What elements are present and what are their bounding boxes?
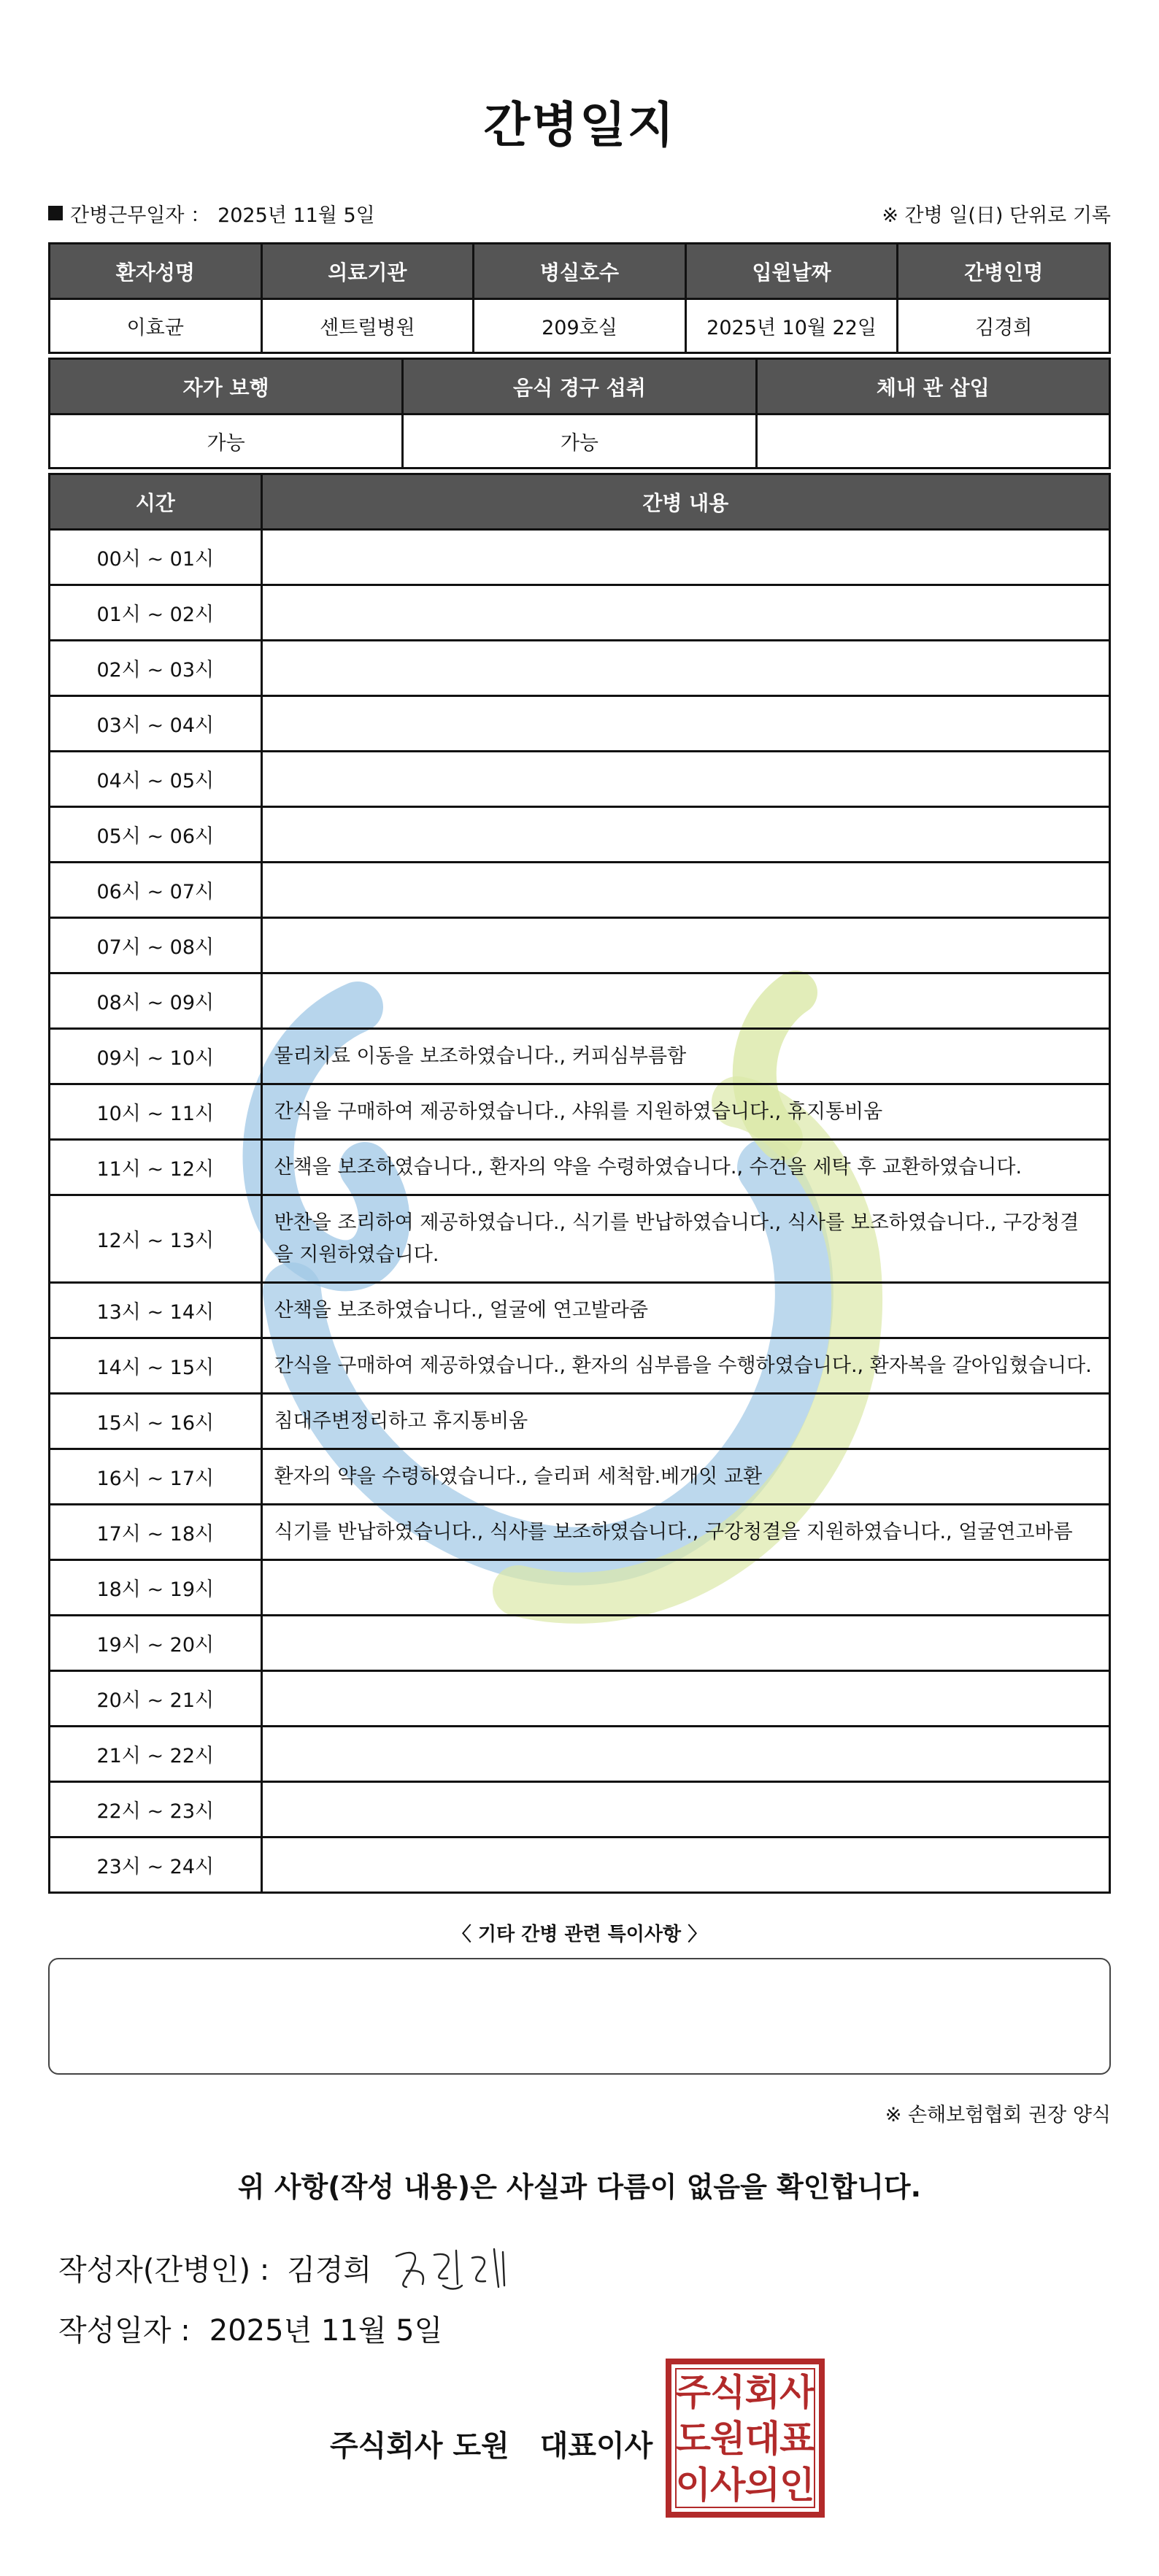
company-role: 대표이사 [539, 2429, 653, 2463]
tube-status [756, 414, 1109, 468]
table-row [50, 696, 1110, 752]
table-row [50, 1394, 1110, 1449]
header-hospital: 의료기관 [261, 244, 474, 299]
seal-character: 원 [710, 2418, 746, 2460]
unit-note: ※ 간병 일(日) 단위로 기록 [882, 204, 1111, 227]
admission-date: 2025년 10월 22일 [685, 299, 898, 353]
care-content [261, 530, 1109, 585]
written-date-line [58, 2307, 442, 2349]
header-walking: 자가 보행 [50, 359, 403, 414]
care-content [261, 696, 1109, 752]
time-slot: 06시 ~ 07시 [50, 863, 262, 918]
seal-character: 식 [710, 2371, 746, 2414]
care-content: 간식을 구매하여 제공하였습니다., 샤워를 지원하였습니다., 휴지통비움 [261, 1084, 1109, 1140]
time-slot: 18시 ~ 19시 [50, 1560, 262, 1616]
care-content [261, 1727, 1109, 1782]
care-log-table [48, 473, 1111, 1894]
care-content [261, 1560, 1109, 1616]
time-slot: 11시 ~ 12시 [50, 1140, 262, 1195]
work-date-label: 간병근무일자 ： [70, 204, 211, 227]
care-content [261, 585, 1109, 641]
time-slot: 20시 ~ 21시 [50, 1671, 262, 1727]
seal-character: 표 [779, 2418, 815, 2460]
time-slot: 00시 ~ 01시 [50, 530, 262, 585]
table-row [50, 1084, 1110, 1140]
care-content: 반찬을 조리하여 제공하였습니다., 식기를 반납하였습니다., 식사를 보조하였습니다., 구강청결을 지원하였습니다. [261, 1195, 1109, 1283]
care-content: 산책을 보조하였습니다., 얼굴에 연고발라줌 [261, 1283, 1109, 1338]
table-row [50, 1837, 1110, 1893]
table-row [50, 807, 1110, 863]
care-content [261, 973, 1109, 1029]
care-content: 식기를 반납하였습니다., 식사를 보조하였습니다., 구강청결을 지원하였습니다., 얼굴연고바름 [261, 1505, 1109, 1560]
header-room: 병실호수 [474, 244, 686, 299]
hospital: 센트럴병원 [261, 299, 474, 353]
time-slot: 04시 ~ 05시 [50, 752, 262, 807]
care-content: 산책을 보조하였습니다., 환자의 약을 수령하였습니다., 수건을 세탁 후 교환하였습니다. [261, 1140, 1109, 1195]
table-header-row [50, 474, 1110, 530]
writer-name: 김경희 [287, 2253, 372, 2287]
header-caregiver: 간병인명 [898, 244, 1110, 299]
table-row [50, 1560, 1110, 1616]
table-header-row [50, 244, 1110, 299]
confirm-statement: 위 사항(작성 내용)은 사실과 다름이 없음을 확인합니다. [237, 2171, 922, 2203]
seal-character: 주 [675, 2371, 711, 2414]
header-oral-intake: 음식 경구 섭취 [403, 359, 756, 414]
room-number: 209호실 [474, 299, 686, 353]
care-content [261, 1616, 1109, 1671]
care-content [261, 918, 1109, 973]
table-row [50, 530, 1110, 585]
seal-character: 사 [710, 2464, 746, 2507]
time-slot: 19시 ~ 20시 [50, 1616, 262, 1671]
care-content [261, 1782, 1109, 1837]
table-row [50, 641, 1110, 696]
time-slot: 01시 ~ 02시 [50, 585, 262, 641]
header-care-content: 간병 내용 [261, 474, 1109, 530]
patient-name: 이효균 [50, 299, 262, 353]
time-slot: 05시 ~ 06시 [50, 807, 262, 863]
table-row [50, 1727, 1110, 1782]
table-row [50, 1449, 1110, 1505]
care-log-body [50, 530, 1110, 1893]
work-date-value: 2025년 11월 5일 [217, 204, 375, 227]
table-row [50, 414, 1110, 468]
time-slot: 15시 ~ 16시 [50, 1394, 262, 1449]
table-row [50, 1140, 1110, 1195]
recommend-note: ※ 손해보험협회 권장 양식 [885, 2104, 1111, 2126]
time-slot: 03시 ~ 04시 [50, 696, 262, 752]
oral-intake-status: 가능 [403, 414, 756, 468]
header-tube: 체내 관 삽입 [756, 359, 1109, 414]
table-row [50, 1195, 1110, 1283]
company-seal-stamp [664, 2357, 826, 2519]
table-row [50, 1029, 1110, 1084]
time-slot: 10시 ~ 11시 [50, 1084, 262, 1140]
work-date [48, 199, 375, 228]
time-slot: 14시 ~ 15시 [50, 1338, 262, 1394]
seal-character: 대 [744, 2418, 780, 2460]
care-content [261, 752, 1109, 807]
caregiver-name: 김경희 [898, 299, 1110, 353]
care-content [261, 807, 1109, 863]
company-name: 주식회사 도원 [330, 2429, 509, 2463]
header-admission-date: 입원날짜 [685, 244, 898, 299]
seal-character: 회 [744, 2371, 780, 2414]
table-row [50, 752, 1110, 807]
table-row [50, 299, 1110, 353]
header-patient-name: 환자성명 [50, 244, 262, 299]
time-slot: 13시 ~ 14시 [50, 1283, 262, 1338]
table-row [50, 1782, 1110, 1837]
table-row [50, 585, 1110, 641]
meta-row [48, 198, 1111, 228]
care-content [261, 863, 1109, 918]
table-row [50, 1616, 1110, 1671]
writer-line [58, 2242, 522, 2293]
company-line [330, 2423, 652, 2464]
writer-label: 작성자(간병인) : [58, 2253, 270, 2287]
time-slot: 21시 ~ 22시 [50, 1727, 262, 1782]
seal-character: 이 [675, 2464, 711, 2507]
time-slot: 22시 ~ 23시 [50, 1782, 262, 1837]
time-slot: 07시 ~ 08시 [50, 918, 262, 973]
table-row [50, 1671, 1110, 1727]
header-time: 시간 [50, 474, 262, 530]
care-content: 침대주변정리하고 휴지통비움 [261, 1394, 1109, 1449]
written-date-label: 작성일자 : [58, 2314, 190, 2348]
table-row [50, 863, 1110, 918]
table-row [50, 1505, 1110, 1560]
seal-character: 사 [779, 2371, 815, 2414]
notes-title: 〈 기타 간병 관련 특이사항 〉 [452, 1924, 707, 1946]
table-row [50, 918, 1110, 973]
walking-status: 가능 [50, 414, 403, 468]
seal-character: 도 [675, 2418, 711, 2460]
table-row [50, 973, 1110, 1029]
care-content: 물리치료 이동을 보조하였습니다., 커피심부름함 [261, 1029, 1109, 1084]
handwritten-signature [390, 2242, 522, 2293]
care-content [261, 1671, 1109, 1727]
time-slot: 08시 ~ 09시 [50, 973, 262, 1029]
care-content [261, 1837, 1109, 1893]
written-date-value: 2025년 11월 5일 [209, 2314, 443, 2348]
time-slot: 16시 ~ 17시 [50, 1449, 262, 1505]
time-slot: 23시 ~ 24시 [50, 1837, 262, 1893]
table-row [50, 1283, 1110, 1338]
notes-box [48, 1958, 1111, 2075]
care-content: 간식을 구매하여 제공하였습니다., 환자의 심부름을 수행하였습니다., 환자복을 갈아입혔습니다. [261, 1338, 1109, 1394]
care-content [261, 641, 1109, 696]
table-header-row [50, 359, 1110, 414]
square-bullet-icon [48, 206, 63, 220]
seal-character: 인 [779, 2464, 815, 2507]
time-slot: 17시 ~ 18시 [50, 1505, 262, 1560]
patient-status-table [48, 358, 1111, 469]
time-slot: 12시 ~ 13시 [50, 1195, 262, 1283]
care-content: 환자의 약을 수령하였습니다., 슬리퍼 세척함.베개잇 교환 [261, 1449, 1109, 1505]
time-slot: 02시 ~ 03시 [50, 641, 262, 696]
time-slot: 09시 ~ 10시 [50, 1029, 262, 1084]
document-title: 간병일지 [483, 97, 676, 153]
patient-info-table [48, 242, 1111, 354]
seal-character: 의 [744, 2464, 780, 2507]
table-row [50, 1338, 1110, 1394]
